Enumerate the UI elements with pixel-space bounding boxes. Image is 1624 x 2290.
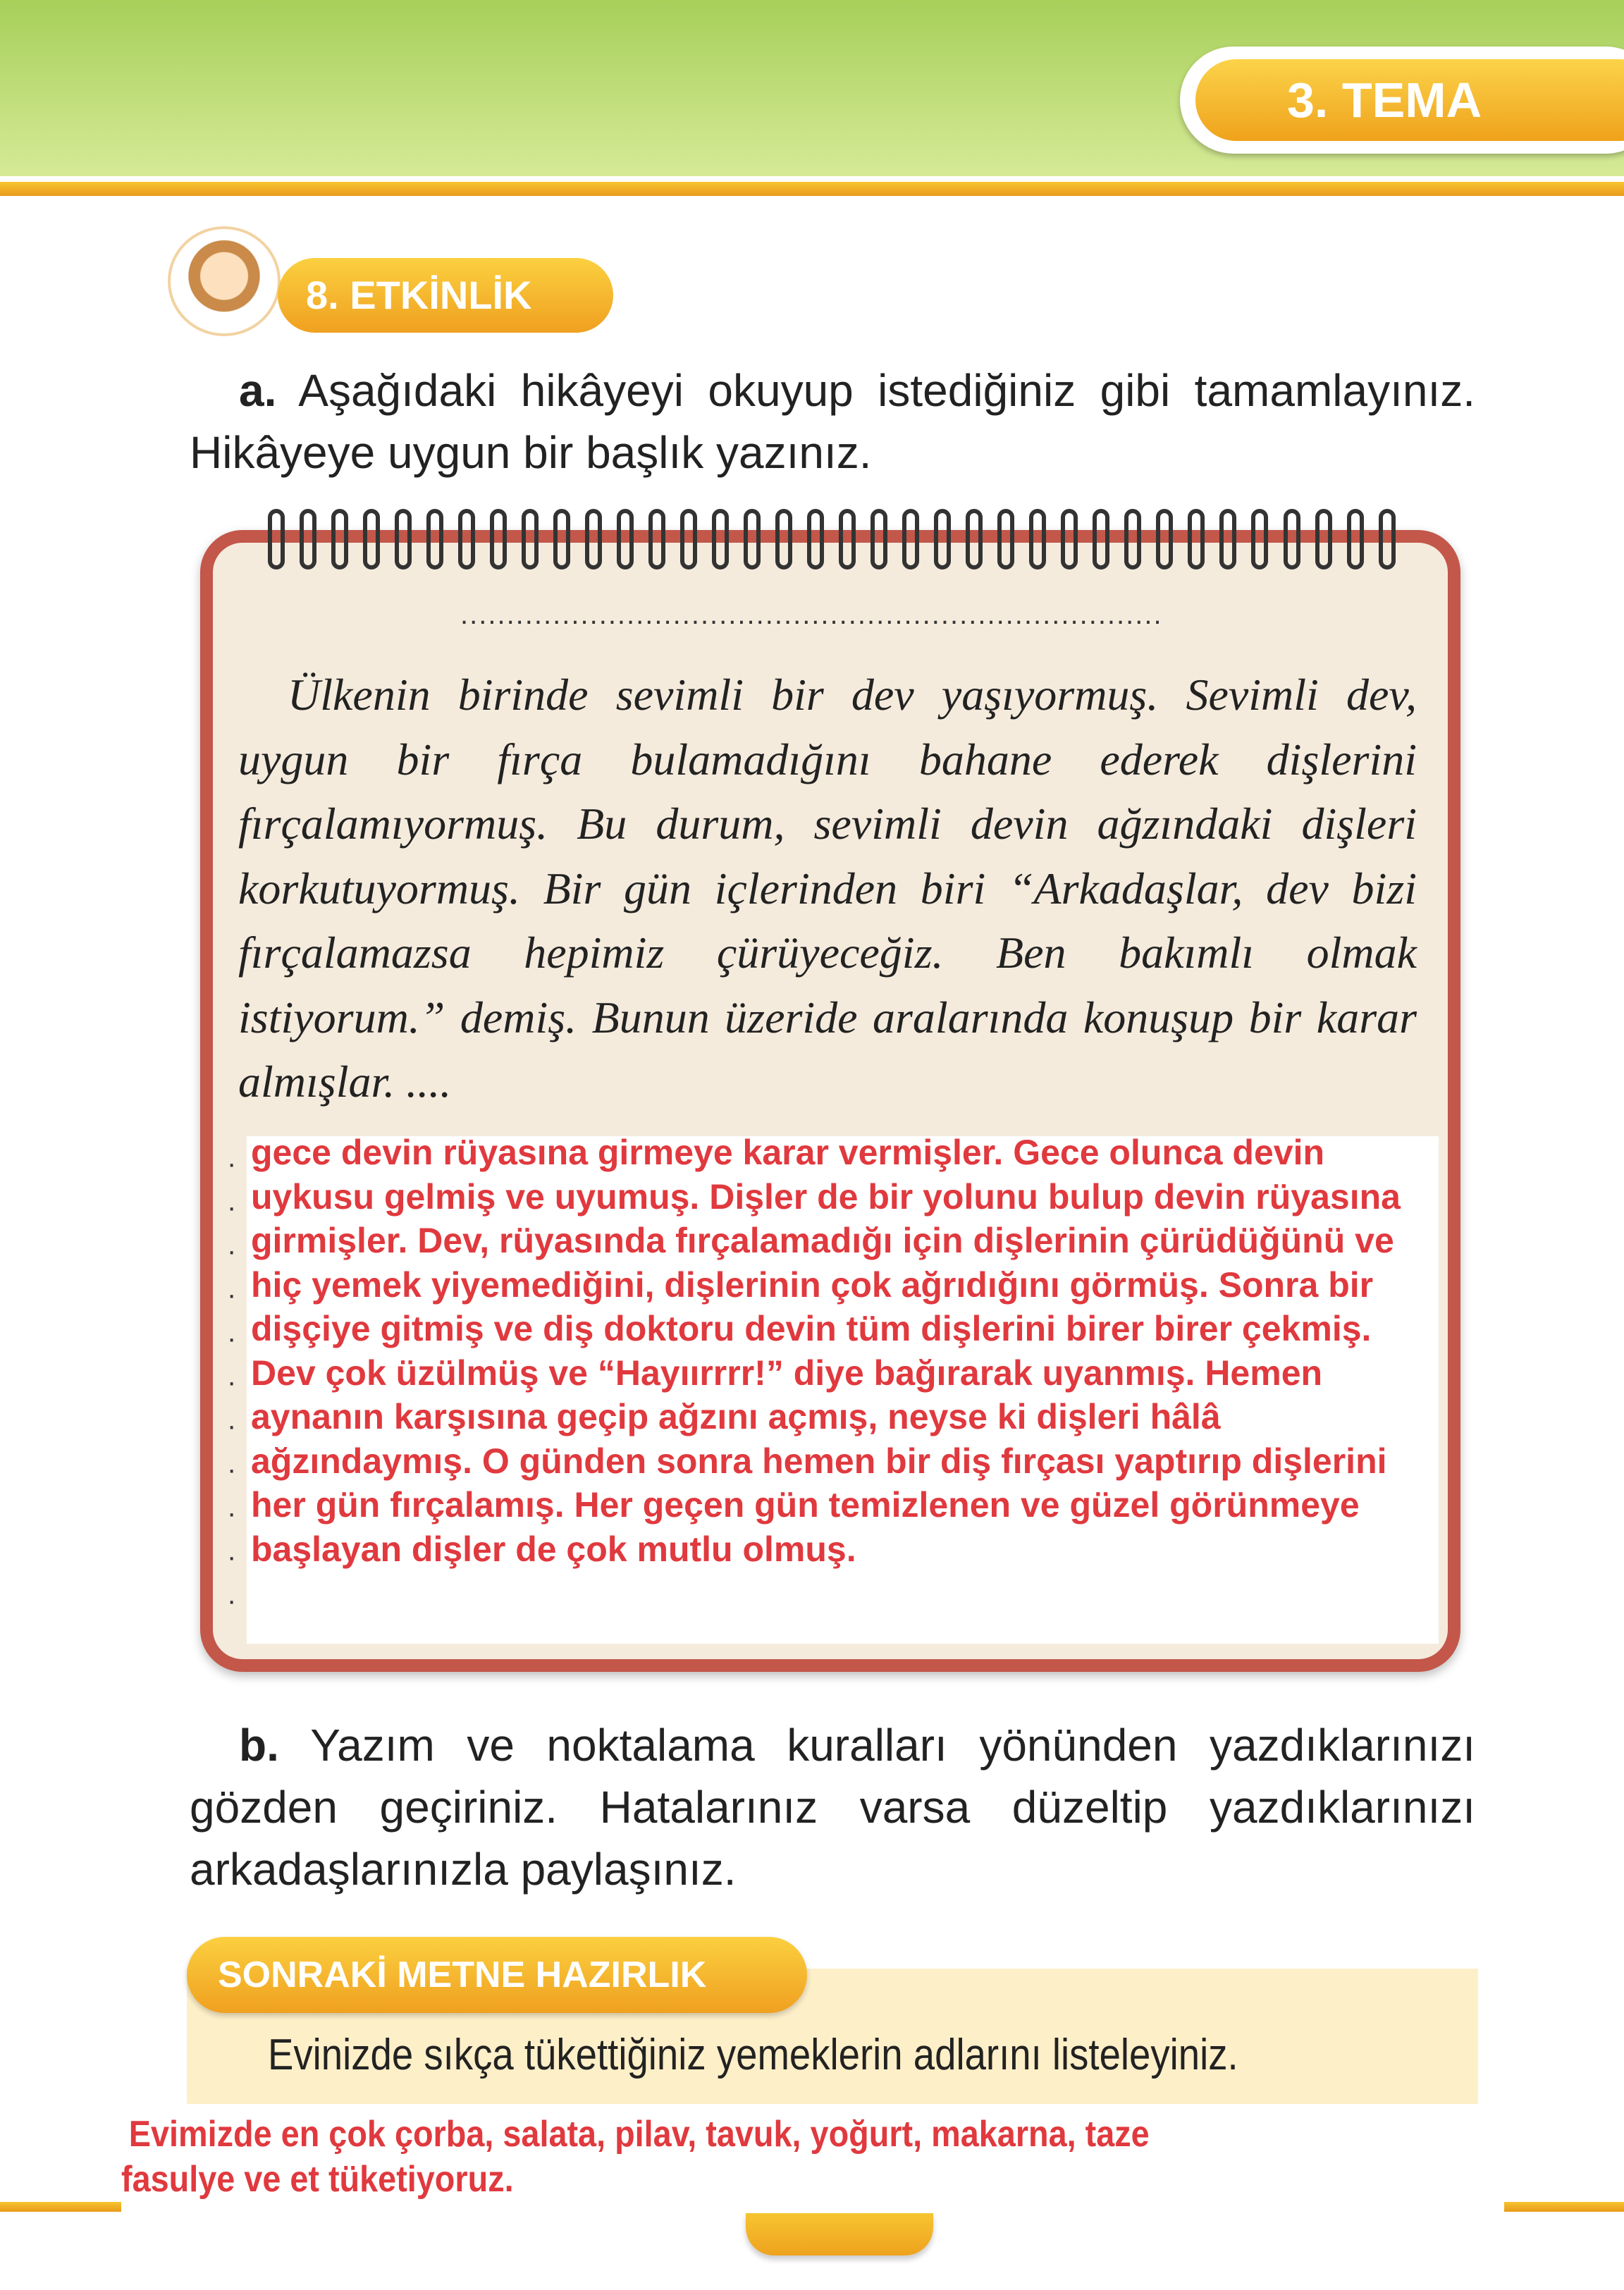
part-a-label: a. (239, 365, 277, 416)
writing-line-dots: · · · · · · · · · · · (227, 1148, 237, 1616)
spiral-ring-icon (775, 509, 792, 570)
spiral-ring-icon (871, 509, 887, 570)
spiral-ring-icon (617, 509, 634, 570)
notebook-spiral (268, 509, 1396, 570)
spiral-ring-icon (839, 509, 856, 570)
answer-line-2: fasulye ve et tüketiyoruz. (121, 2159, 514, 2200)
part-b-label: b. (239, 1720, 279, 1771)
spiral-ring-icon (1219, 509, 1236, 570)
spiral-ring-icon (395, 509, 412, 570)
spiral-ring-icon (1188, 509, 1205, 570)
spiral-ring-icon (712, 509, 729, 570)
footer-divider-right (1504, 2202, 1624, 2212)
spiral-ring-icon (522, 509, 539, 570)
spiral-ring-icon (1284, 509, 1300, 570)
story-title-blank[interactable]: ............................................................................ (460, 599, 1163, 630)
next-text-answer (121, 2112, 1327, 2202)
theme-badge: 3. TEMA (1195, 59, 1624, 141)
activity-badge: 8. ETKİNLİK (278, 258, 613, 333)
next-text-badge: SONRAKİ METNE HAZIRLIK (187, 1937, 807, 2013)
spiral-ring-icon (331, 509, 348, 570)
spiral-ring-icon (585, 509, 602, 570)
part-b-instruction (190, 1714, 1475, 1900)
spiral-ring-icon (934, 509, 951, 570)
answer-line-1: Evimizde en çok çorba, salata, pilav, tavuk, yoğurt, makarna, taze (128, 2114, 1150, 2155)
story-answer-text: gece devin rüyasına girmeye karar vermişler. Gece olunca devin uykusu gelmiş ve uyumuş. Dişler de bir yolunu bulup devin rüyasına girmişler. Dev, rüyasında fırçalamadığı için dişlerinin çürüdüğünü ve hiç yemek yiyemediğini, dişlerinin çok ağrıdığını görmüş. Sonra bir dişçiye gitmiş ve diş doktoru devin tüm dişlerini birer birer çekmiş. Dev çok üzülmüş ve “Hayıırrrr!” diye bağırarak uyanmış. Hemen aynanın karşısına geçip ağzını açmış, neyse ki dişleri hâlâ ağzındaymış. O günden sonra hemen bir diş fırçası yaptırıp dişlerini her gün fırçalamış. Her geçen gün temizlenen ve güzel görünmeye başlayan dişler de çok mutlu olmuş. (251, 1133, 1401, 1569)
spiral-ring-icon (1124, 509, 1141, 570)
spiral-ring-icon (648, 509, 665, 570)
footer-divider-left (0, 2202, 121, 2212)
spiral-ring-icon (1029, 509, 1046, 570)
part-b-text: Yazım ve noktalama kuralları yönünden yazdıklarınızı gözden geçiriniz. Hatalarınız varsa düzeltip yazdıklarınızı arkadaşlarınızla paylaşınız. (190, 1720, 1476, 1895)
story-text (238, 663, 1417, 1114)
spiral-ring-icon (1093, 509, 1109, 570)
spiral-ring-icon (966, 509, 983, 570)
spiral-ring-icon (458, 509, 475, 570)
spiral-ring-icon (1379, 509, 1396, 570)
spiral-ring-icon (1315, 509, 1332, 570)
spiral-ring-icon (490, 509, 507, 570)
spiral-ring-icon (1156, 509, 1173, 570)
spiral-ring-icon (997, 509, 1014, 570)
spiral-ring-icon (744, 509, 761, 570)
spiral-ring-icon (363, 509, 380, 570)
spiral-ring-icon (300, 509, 316, 570)
spiral-ring-icon (902, 509, 919, 570)
header-divider (0, 182, 1624, 196)
spiral-ring-icon (1061, 509, 1078, 570)
part-a-text: Aşağıdaki hikâyeyi okuyup istediğiniz gibi tamamlayınız. Hikâyeye uygun bir başlık yazınız. (190, 365, 1476, 478)
spiral-ring-icon (553, 509, 570, 570)
part-a-instruction (190, 359, 1475, 484)
spiral-ring-icon (1251, 509, 1268, 570)
story-body: Ülkenin birinde sevimli bir dev yaşıyormuş. Sevimli dev, uygun bir fırça bulamadığını bahane ederek dişlerini fırçalamıyormuş. Bu durum, sevimli devin ağzındaki dişleri korkutuyormuş. Bir gün içlerinden biri “Arkadaşlar, dev bizi fırçalamazsa hepimiz çürüyeceğiz. Ben bakımlı olmak istiyorum.” demiş. Bunun üzeride aralarında konuşup bir karar almışlar. .... (238, 670, 1417, 1107)
page-number-tab (746, 2213, 933, 2255)
spiral-ring-icon (680, 509, 697, 570)
girl-illustration-icon (168, 226, 281, 336)
next-text-instruction: Evinizde sıkça tükettiğiniz yemeklerin adlarını listeleyiniz. (268, 2031, 1238, 2079)
spiral-ring-icon (1347, 509, 1364, 570)
spiral-ring-icon (807, 509, 824, 570)
spiral-ring-icon (426, 509, 443, 570)
spiral-ring-icon (268, 509, 285, 570)
